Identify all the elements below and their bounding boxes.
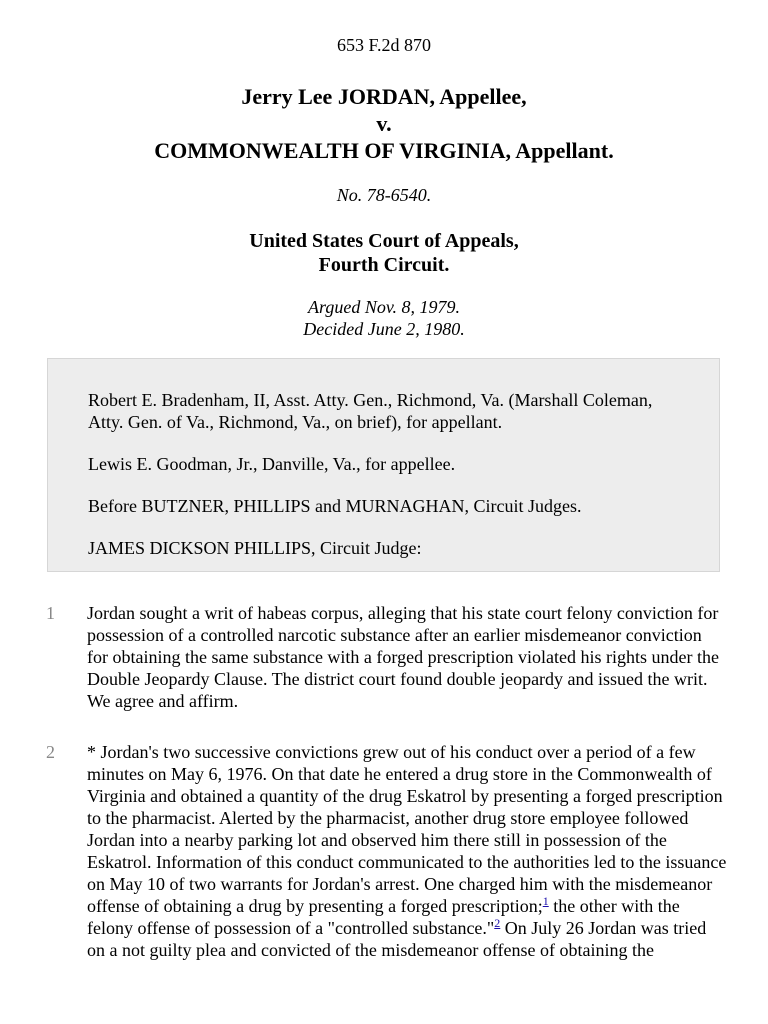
- case-caption: [0, 83, 768, 164]
- court-line-1: United States Court of Appeals,: [249, 230, 519, 252]
- opinion-author: JAMES DICKSON PHILLIPS, Circuit Judge:: [88, 538, 422, 558]
- paragraph-text-part: the other with the felony offense of possession of a "controlled substance.": [87, 896, 680, 938]
- footnote-link-1[interactable]: 1: [542, 894, 549, 908]
- judge-panel: Before BUTZNER, PHILLIPS and MURNAGHAN, Circuit Judges.: [88, 496, 582, 516]
- decided-date: Decided June 2, 1980.: [303, 319, 465, 339]
- appellant-name: COMMONWEALTH OF VIRGINIA, Appellant.: [154, 138, 614, 163]
- docket-number: No. 78-6540.: [336, 185, 432, 205]
- court-name: [0, 229, 768, 277]
- paragraph-text-part: * Jordan's two successive convictions grew out of his conduct over a period of a few minutes on May 6, 1976. On that date he entered a drug store in the Commonwealth of Virginia and obtained a quantity of the drug Eskatrol by presenting a forged prescription to the pharmacist. Alerted by the pharmacist, another drug store employee followed Jordan into a nearby parking lot and observed him there still in possession of the Eskatrol. Information of this conduct communicated to the authorities led to the issuance on May 10 of two warrants for Jordan's arrest. One charged him with the misdemeanor offense of obtaining a drug by presenting a forged prescription;: [87, 742, 727, 916]
- counsel-panel: [47, 358, 720, 572]
- argued-date: Argued Nov. 8, 1979.: [308, 297, 460, 317]
- appellee-counsel: Lewis E. Goodman, Jr., Danville, Va., for appellee.: [88, 454, 456, 474]
- court-line-2: Fourth Circuit.: [318, 254, 450, 276]
- paragraph-number: 2: [46, 742, 55, 762]
- paragraph-text-part: On July 26 Jordan was tried on a not guilty plea and convicted of the misdemeanor offense of obtaining the: [87, 918, 707, 960]
- paragraph-text: Jordan sought a writ of habeas corpus, alleging that his state court felony conviction for possession of a controlled narcotic substance after an earlier misdemeanor conviction for obtaining the same substance with a forged prescription violated his rights under the Double Jeopardy Clause. The district court found double jeopardy and issued the writ. We agree and affirm.: [87, 603, 720, 711]
- appellant-counsel: Robert E. Bradenham, II, Asst. Atty. Gen., Richmond, Va. (Marshall Coleman, Atty. Gen. of Va., Richmond, Va., on brief), for appellant.: [88, 390, 653, 432]
- case-dates: [0, 296, 768, 340]
- appellee-name: Jerry Lee JORDAN, Appellee,: [241, 84, 527, 109]
- versus-label: v.: [376, 111, 392, 136]
- paragraph-text: [87, 741, 727, 961]
- footnote-link-2[interactable]: 2: [494, 916, 501, 930]
- case-citation: 653 F.2d 870: [336, 35, 432, 55]
- paragraph-number: 1: [46, 603, 55, 623]
